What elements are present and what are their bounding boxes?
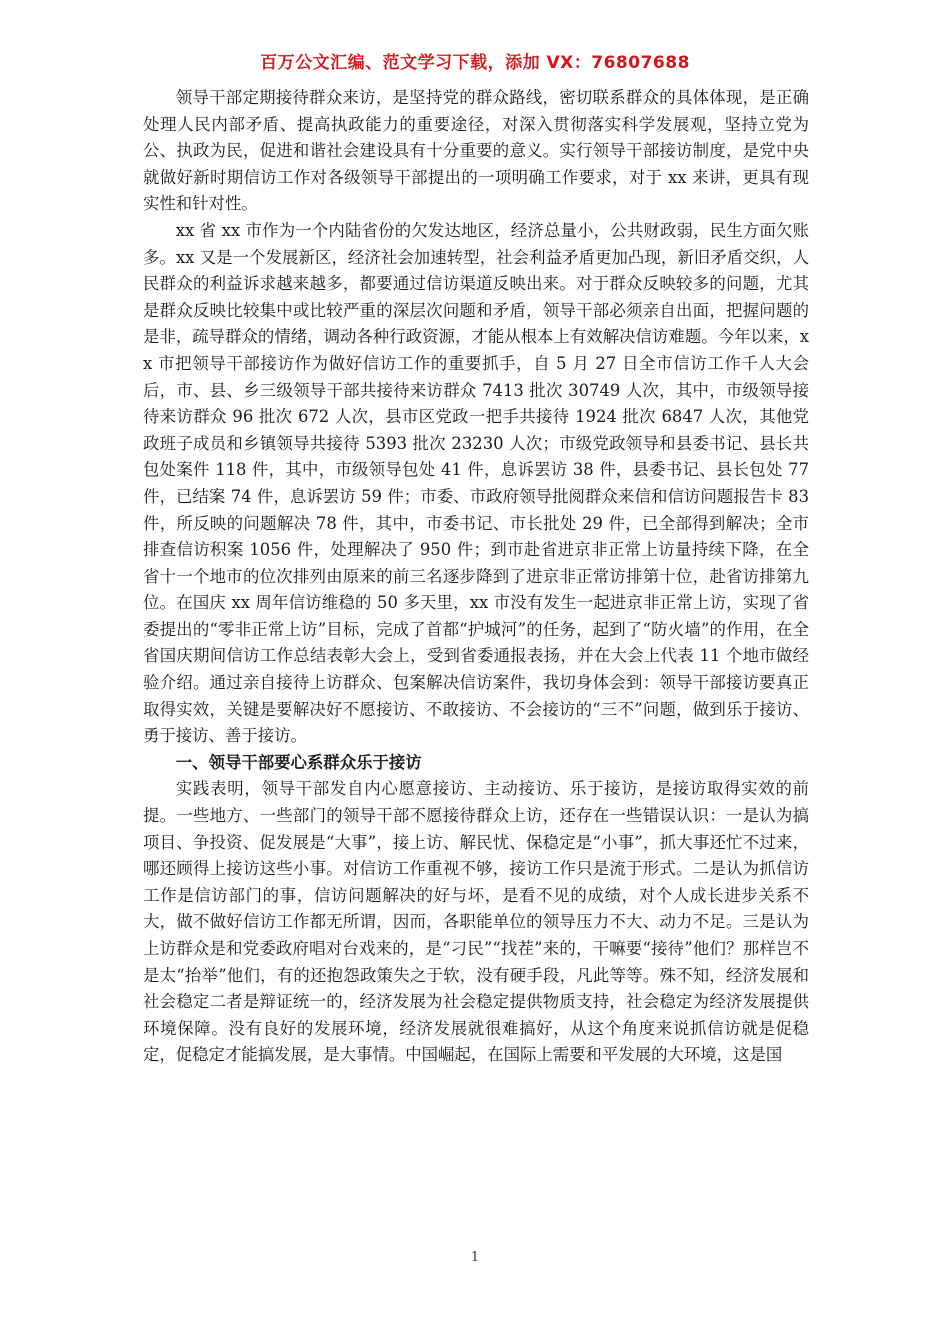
body-paragraph-1: 领导干部定期接待群众来访，是坚持党的群众路线，密切联系群众的具体体现，是正确处理人民内部矛盾、提高执政能力的重要途径，对深入贯彻落实科学发展观，坚持立党为公、执政为民，促进和谐社会建设具有十分重要的意义。实行领导干部接访制度，是党中央就做好新时期信访工作对各级领导干部提出的一项明确工作要求，对于 xx 来讲，更具有现实性和针对性。: [143, 88, 809, 214]
section-paragraph: 实践表明，领导干部发自内心愿意接访、主动接访、乐于接访，是接访取得实效的前提。一些地方、一些部门的领导干部不愿接待群众上访，还存在一些错误认识：一是认为搞项目、争投资、促发展是“大事”，接上访、解民忧、保稳定是“小事”，抓大事还忙不过来，哪还顾得上接访这些小事。对信访工作重视不够，接访工作只是流于形式。二是认为抓信访工作是信访部门的事，信访问题解决的好与坏，是看不见的成绩，对个人成长进步关系不大，做不做好信访工作都无所谓，因而，各职能单位的领导压力不大、动力不足。三是认为上访群众是和党委政府唱对台戏来的，是“刁民”“找茬”来的，干嘛要“接待”他们？那样岂不是太“抬举”他们，有的还抱怨政策失之于软，没有硬手段，凡此等等。殊不知，经济发展和社会稳定二者是辩证统一的，经济发展为社会稳定提供物质支持，社会稳定为经济发展提供环境保障。没有良好的发展环境，经济发展就很难搞好，从这个角度来说抓信访就是促稳定，促稳定才能搞发展，是大事情。中国崛起，在国际上需要和平发展的大环境，这是国: [143, 779, 809, 1065]
page-number: 1: [470, 1250, 480, 1265]
section-heading: 一、领导干部要心系群众乐于接访: [175, 752, 422, 772]
document-body: [143, 85, 809, 1069]
body-paragraph-2: xx 省 xx 市作为一个内陆省份的欠发达地区，经济总量小，公共财政弱，民生方面欠账多。xx 又是一个发展新区，经济社会加速转型，社会利益矛盾更加凸现，新旧矛盾交织，人民群众的利益诉求越来越多，都要通过信访渠道反映出来。对于群众反映较多的问题，尤其是群众反映比较集中或比较严重的深层次问题和矛盾，领导干部必须亲自出面，把握问题的是非，疏导群众的情绪，调动各种行政资源，才能从根本上有效解决信访难题。今年以来，xx 市把领导干部接访作为做好信访工作的重要抓手，自 5 月 27 日全市信访工作千人大会后，市、县、乡三级领导干部共接待来访群众 7413 批次 30749 人次，其中，市级领导接待来访群众 96 批次 672 人次，县市区党政一把手共接待 1924 批次 6847 人次，其他党政班子成员和乡镇领导共接待 5393 批次 23230 人次；市级党政领导和县委书记、县长共包处案件 118 件，其中，市级领导包处 41 件，息诉罢访 38 件，县委书记、县长包处 77 件，已结案 74 件，息诉罢访 59 件；市委、市政府领导批阅群众来信和信访问题报告卡 83 件，所反映的问题解决 78 件，其中，市委书记、市长批处 29 件，已全部得到解决；全市排查信访积案 1056 件，处理解决了 950 件；到市赴省进京非正常上访量持续下降，在全省十一个地市的位次排列由原来的前三名逐步降到了进京非正常访排第十位，赴省访排第九位。在国庆 xx 周年信访维稳的 50 多天里，xx 市没有发生一起进京非正常上访，实现了省委提出的“零非正常上访”目标，完成了首都“护城河”的任务，起到了“防火墙”的作用，在全省国庆期间信访工作总结表彰大会上，受到省委通报表扬，并在大会上代表 11 个地市做经验介绍。通过亲自接待上访群众、包案解决信访案件，我切身体会到：领导干部接访要真正取得实效，关键是要解决好不愿接访、不敢接访、不会接访的“三不”问题，做到乐于接访、勇于接访、善于接访。: [143, 220, 809, 746]
header-banner: 百万公文汇编、范文学习下载，添加 VX：76807688: [260, 53, 690, 73]
